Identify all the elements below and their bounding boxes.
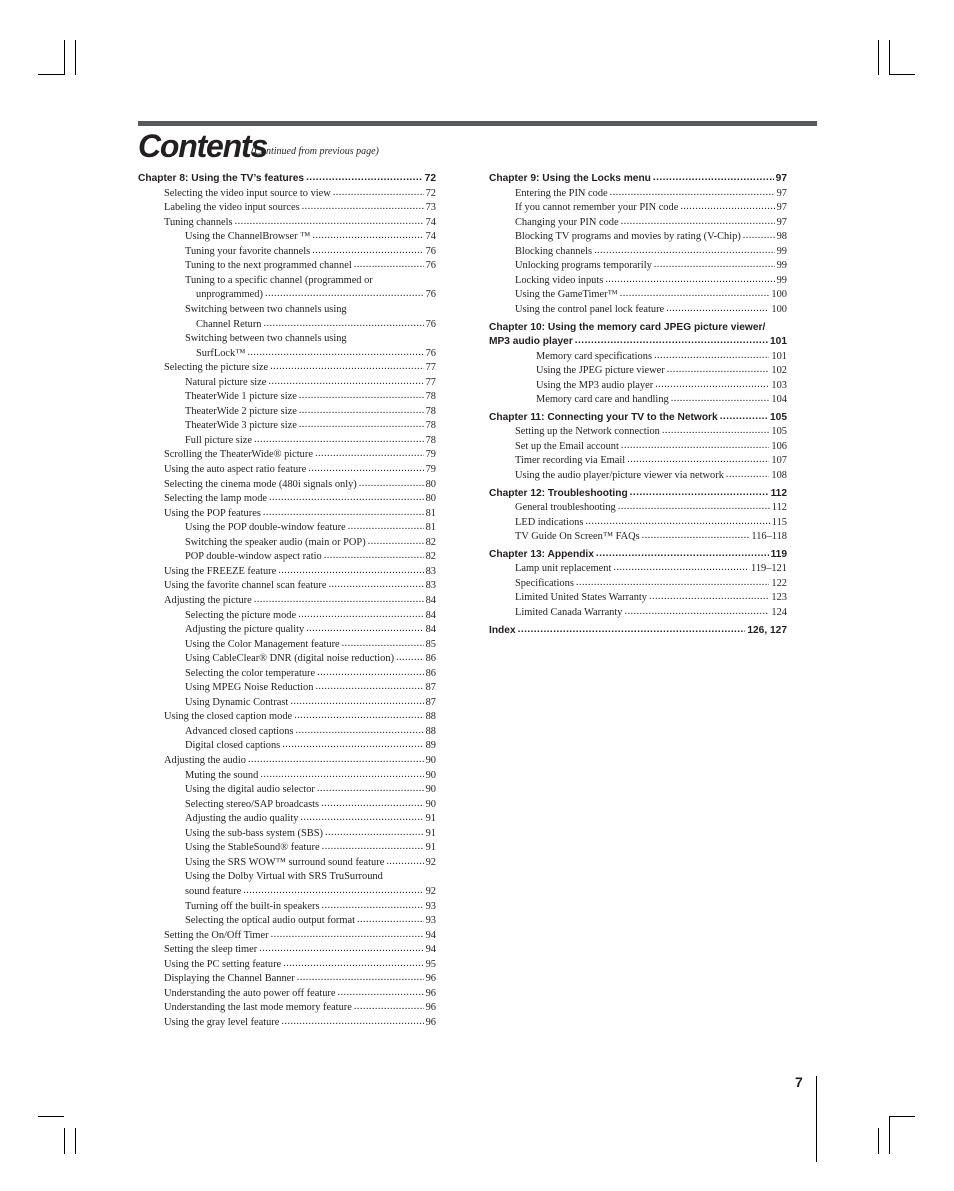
- toc-entry-page: 83: [425, 580, 436, 592]
- toc-entry-title: Using the StableSound® feature: [185, 842, 320, 854]
- toc-entry-title: Advanced closed captions: [185, 725, 294, 737]
- toc-entry-title: Using the auto aspect ratio feature: [164, 464, 307, 475]
- toc-dot-leader: [243, 883, 423, 898]
- toc-chapter-entry[interactable]: [489, 623, 787, 638]
- toc-entry-page: 96: [425, 987, 436, 999]
- toc-dot-leader: [354, 257, 424, 272]
- toc-entry-title: Selecting the video input source to view: [164, 187, 331, 199]
- toc-entry-page: 100: [771, 303, 787, 315]
- toc-entry-page: 100: [771, 289, 787, 301]
- toc-entry-title: Chapter 12: Troubleshooting: [489, 487, 628, 499]
- toc-entry-title: Natural picture size: [185, 376, 267, 388]
- toc-entry-title: Using the PC setting feature: [164, 958, 282, 970]
- toc-entry-title: Chapter 10: Using the memory card JPEG picture viewer/: [489, 321, 766, 333]
- toc-entry-page: 101: [771, 350, 787, 362]
- toc-dot-leader: [386, 854, 423, 869]
- toc-entry-title: Selecting stereo/SAP broadcasts: [185, 798, 320, 810]
- toc-entry-title: Switching between two channels using: [185, 333, 347, 345]
- toc-entry-page: 93: [425, 900, 436, 912]
- toc-entry-title: sound feature: [185, 885, 242, 897]
- toc-entry-page: 108: [771, 470, 787, 481]
- toc-entry-page: 79: [425, 449, 436, 461]
- toc-entry-page: 97: [776, 216, 787, 228]
- toc-dot-leader: [726, 467, 770, 482]
- toc-dot-leader: [328, 577, 423, 592]
- toc-entry-page: 116–118: [751, 531, 787, 543]
- toc-dot-leader: [576, 575, 770, 590]
- toc-entry-page: 115: [771, 516, 787, 528]
- toc-entry[interactable]: [185, 258, 436, 273]
- toc-dot-leader: [342, 636, 424, 651]
- toc-entry-title: Using the SRS WOW™ surround sound feature: [185, 856, 385, 868]
- toc-dot-leader: [662, 423, 770, 438]
- toc-entry-page: 124: [771, 606, 787, 618]
- toc-entry-page: 98: [776, 231, 787, 243]
- toc-entry-page: 72: [424, 173, 436, 184]
- toc-dot-leader: [308, 461, 423, 476]
- toc-entry-page: 97: [776, 187, 787, 199]
- toc-entry[interactable]: [536, 392, 787, 407]
- toc-dot-leader: [315, 446, 424, 461]
- toc-entry-page: 78: [425, 405, 436, 417]
- toc-dot-leader: [720, 409, 768, 424]
- toc-dot-leader: [337, 985, 423, 1000]
- toc-entry-title: Adjusting the audio: [164, 755, 246, 766]
- toc-entry-page: 76: [425, 318, 436, 330]
- toc-entry-page: 72: [425, 187, 436, 199]
- toc-entry-title: TheaterWide 1 picture size: [185, 391, 297, 403]
- toc-dot-leader: [317, 781, 424, 796]
- toc-dot-leader: [300, 810, 423, 825]
- toc-entry-page: 112: [771, 502, 787, 514]
- toc-dot-leader: [247, 345, 423, 360]
- toc-entry-page: 99: [776, 260, 787, 272]
- toc-dot-leader: [302, 199, 424, 214]
- toc-dot-leader: [321, 796, 424, 811]
- toc-entry-title: Scrolling the TheaterWide® picture: [164, 449, 313, 461]
- toc-entry-title: Using the ChannelBrowser ™: [185, 231, 311, 243]
- toc-entry-page: 104: [771, 394, 787, 406]
- page-title: Contents: [138, 128, 268, 164]
- toc-entry-title: Using the FREEZE feature: [164, 565, 277, 577]
- toc-entry-title: Specifications: [515, 577, 574, 589]
- toc-dot-leader: [294, 708, 423, 723]
- toc-entry-page: 91: [425, 842, 436, 854]
- toc-dot-leader: [653, 170, 774, 185]
- toc-entry-page: 122: [771, 577, 787, 589]
- toc-entry-title: TheaterWide 2 picture size: [185, 405, 297, 417]
- toc-entry-page: 76: [425, 260, 436, 272]
- toc-dot-leader: [270, 359, 423, 374]
- toc-dot-leader: [368, 534, 424, 549]
- toc-dot-leader: [642, 528, 750, 543]
- toc-dot-leader: [248, 752, 424, 767]
- toc-entry-title: Chapter 11: Connecting your TV to the Network: [489, 411, 718, 423]
- toc-dot-leader: [743, 228, 775, 243]
- toc-entry-page: 86: [425, 667, 436, 679]
- toc-dot-leader: [655, 377, 769, 392]
- toc-entry-title: Unlocking programs temporarily: [515, 260, 652, 272]
- toc-dot-leader: [283, 956, 423, 971]
- toc-entry-title: Selecting the cinema mode (480i signals only): [164, 478, 357, 490]
- toc-dot-leader: [348, 519, 424, 534]
- toc-dot-leader: [621, 214, 775, 229]
- toc-entry-page: 93: [425, 915, 436, 927]
- toc-entry-page: 92: [425, 885, 436, 897]
- toc-entry-page: 105: [771, 426, 787, 438]
- toc-entry-title: Using the GameTimer™: [515, 289, 618, 301]
- toc-entry-title: Using the closed caption mode: [164, 711, 293, 723]
- toc-entry-page: 119–121: [751, 563, 787, 575]
- toc-entry-page: 82: [425, 551, 436, 563]
- toc-dot-leader: [630, 485, 769, 500]
- toc-entry-page: 78: [425, 391, 436, 403]
- toc-entry-page: 76: [425, 245, 436, 257]
- toc-entry-page: 74: [425, 231, 436, 243]
- toc-entry-page: 103: [771, 379, 787, 391]
- toc-entry-page: 94: [425, 929, 436, 941]
- toc-dot-leader: [268, 374, 423, 389]
- toc-entry-title: Understanding the last mode memory feature: [164, 1002, 352, 1014]
- toc-entry-page: 78: [425, 434, 436, 446]
- toc-dot-leader: [260, 767, 423, 782]
- toc-dot-leader: [666, 301, 769, 316]
- toc-entry-title: Setting the sleep timer: [164, 944, 258, 956]
- toc-dot-leader: [649, 589, 769, 604]
- toc-entry-page: 81: [425, 522, 436, 534]
- toc-entry-page: 96: [425, 973, 436, 985]
- toc-entry[interactable]: [515, 302, 787, 317]
- toc-entry[interactable]: [196, 317, 436, 332]
- toc-dot-leader: [613, 560, 749, 575]
- toc-dot-leader: [324, 548, 424, 563]
- toc-entry-title: Using the Color Management feature: [185, 638, 340, 650]
- toc-entry-title: Tuning to the next programmed channel: [185, 260, 352, 272]
- toc-entry[interactable]: [515, 468, 787, 483]
- toc-entry[interactable]: [185, 855, 436, 870]
- toc-entry-title: Lamp unit replacement: [515, 563, 612, 575]
- toc-entry-page: 119: [770, 548, 787, 560]
- toc-dot-leader: [306, 170, 423, 185]
- toc-entry-title: Using the gray level feature: [164, 1016, 280, 1028]
- toc-dot-leader: [627, 452, 769, 467]
- toc-entry-page: 89: [425, 740, 436, 752]
- toc-dot-leader: [610, 185, 775, 200]
- toc-entry-page: 74: [425, 216, 436, 228]
- toc-entry-page: 84: [425, 594, 436, 606]
- toc-dot-leader: [680, 199, 774, 214]
- toc-entry-title: Channel Return: [196, 318, 262, 330]
- toc-dot-leader: [296, 723, 424, 738]
- toc-dot-leader: [396, 650, 424, 665]
- toc-entry-title: General troubleshooting: [515, 502, 616, 514]
- toc-entry-title: LED indications: [515, 516, 584, 528]
- toc-entry-title: Limited United States Warranty: [515, 592, 647, 604]
- toc-dot-leader: [282, 737, 423, 752]
- page-number-rule: [816, 1076, 817, 1162]
- toc-entry-page: 90: [425, 784, 436, 796]
- toc-entry-title: Selecting the picture mode: [185, 609, 297, 621]
- toc-entry-page: 80: [425, 478, 436, 490]
- toc-entry-title: unprogrammed): [196, 289, 263, 301]
- toc-dot-leader: [299, 388, 424, 403]
- toc-dot-leader: [325, 825, 424, 840]
- toc-entry-page: 78: [425, 420, 436, 432]
- toc-dot-leader: [290, 694, 423, 709]
- toc-entry-title: Using the MP3 audio player: [536, 379, 654, 391]
- toc-dot-leader: [357, 912, 424, 927]
- toc-dot-leader: [618, 499, 770, 514]
- toc-entry-title: Turning off the built-in speakers: [185, 900, 320, 912]
- toc-entry-title: Muting the sound: [185, 769, 259, 781]
- toc-dot-leader: [585, 514, 769, 529]
- toc-entry-page: 90: [425, 798, 436, 810]
- toc-entry-page: 94: [425, 944, 436, 956]
- toc-entry-title: If you cannot remember your PIN code: [515, 202, 679, 214]
- toc-dot-leader: [312, 243, 423, 258]
- toc-dot-leader: [518, 622, 746, 637]
- toc-entry-title: Displaying the Channel Banner: [164, 973, 295, 985]
- toc-entry-page: 92: [425, 856, 436, 868]
- toc-entry-page: 112: [770, 487, 787, 499]
- toc-entry-page: 84: [425, 624, 436, 636]
- toc-dot-leader: [654, 348, 769, 363]
- toc-entry-page: 80: [425, 493, 436, 505]
- toc-dot-leader: [306, 621, 423, 636]
- toc-entry-title: Changing your PIN code: [515, 216, 619, 228]
- toc-entry-page: 99: [776, 274, 787, 286]
- toc-entry-title: Full picture size: [185, 434, 252, 446]
- toc-entry-title: Tuning channels: [164, 216, 233, 228]
- toc-entry-title: Using Dynamic Contrast: [185, 696, 289, 708]
- toc-dot-leader: [621, 438, 770, 453]
- toc-dot-leader: [281, 1014, 423, 1029]
- toc-entry-page: 81: [425, 507, 436, 519]
- toc-entry-title: Selecting the optical audio output format: [185, 915, 355, 927]
- toc-dot-leader: [298, 607, 424, 622]
- toc-dot-leader: [312, 228, 423, 243]
- toc-dot-leader: [254, 432, 424, 447]
- toc-entry[interactable]: [515, 605, 787, 620]
- toc-entry-page: 90: [425, 755, 436, 766]
- toc-entry-title: Setting up the Network connection: [515, 426, 660, 438]
- toc-entry[interactable]: [196, 287, 436, 302]
- toc-dot-leader: [596, 546, 769, 561]
- toc-entry-page: 126, 127: [747, 624, 787, 636]
- toc-entry-page: 88: [425, 711, 436, 723]
- toc-entry-title: Using the POP double-window feature: [185, 522, 346, 534]
- toc-dot-leader: [317, 665, 423, 680]
- toc-dot-leader: [333, 185, 424, 200]
- toc-entry[interactable]: [515, 529, 787, 544]
- toc-entry-title: Using the sub-bass system (SBS): [185, 827, 323, 839]
- toc-entry-page: 83: [425, 565, 436, 577]
- toc-dot-leader: [654, 257, 775, 272]
- toc-entry-title: Blocking channels: [515, 245, 593, 257]
- toc-entry-page: 86: [425, 653, 436, 665]
- toc-entry-title: Adjusting the picture quality: [185, 624, 305, 636]
- toc-entry-title: Using the digital audio selector: [185, 784, 315, 796]
- toc-entry-title: Limited Canada Warranty: [515, 606, 623, 618]
- toc-entry-page: 96: [425, 1016, 436, 1028]
- toc-entry-title: TV Guide On Screen™ FAQs: [515, 531, 640, 543]
- toc-entry-title: Switching between two channels using: [185, 303, 347, 315]
- toc-entry-title: Locking video inputs: [515, 274, 604, 286]
- toc-entry-title: Memory card care and handling: [536, 394, 669, 406]
- page-number: 7: [795, 1074, 803, 1090]
- toc-dot-leader: [278, 563, 423, 578]
- toc-dot-leader: [594, 243, 775, 258]
- toc-dot-leader: [259, 941, 423, 956]
- toc-entry-title: Labeling the video input sources: [164, 202, 300, 214]
- toc-dot-leader: [671, 391, 770, 406]
- toc-entry-page: 88: [425, 725, 436, 737]
- toc-dot-leader: [264, 316, 424, 331]
- toc-entry-title: Chapter 13: Appendix: [489, 548, 594, 560]
- toc-entry-page: 73: [425, 202, 436, 214]
- toc-entry-page: 87: [425, 682, 436, 694]
- page-subtitle: (Continued from previous page): [251, 146, 379, 157]
- toc-dot-leader: [354, 999, 424, 1014]
- toc-entry-title: Chapter 9: Using the Locks menu: [489, 173, 651, 184]
- toc-entry-title: Using the control panel lock feature: [515, 303, 665, 315]
- toc-entry-page: 97: [775, 173, 787, 184]
- toc-dot-leader: [624, 604, 769, 619]
- toc-entry-page: 76: [425, 347, 436, 359]
- toc-entry-title: Set up the Email account: [515, 440, 619, 452]
- toc-dot-leader: [605, 272, 774, 287]
- toc-entry-page: 123: [771, 592, 787, 604]
- toc-entry-title: Using the favorite channel scan feature: [164, 580, 327, 592]
- toc-dot-leader: [667, 362, 770, 377]
- toc-entry-page: 101: [770, 336, 787, 348]
- toc-entry-page: 102: [771, 365, 787, 377]
- toc-dot-leader: [263, 505, 424, 520]
- toc-entry-page: 85: [425, 638, 436, 650]
- toc-entry-page: 107: [771, 455, 787, 467]
- toc-dot-leader: [254, 592, 424, 607]
- toc-entry-title: Understanding the auto power off feature: [164, 987, 336, 999]
- toc-entry-title: Index: [489, 624, 516, 636]
- toc-dot-leader: [322, 898, 424, 913]
- toc-entry-page: 84: [425, 609, 436, 621]
- toc-entry-title: Selecting the lamp mode: [164, 493, 268, 505]
- toc-entry-title: Tuning your favorite channels: [185, 245, 311, 257]
- toc-dot-leader: [297, 970, 424, 985]
- toc-entry-title: Entering the PIN code: [515, 187, 608, 199]
- toc-entry[interactable]: [164, 1015, 436, 1030]
- toc-entry-title: Blocking TV programs and movies by rating (V-Chip): [515, 231, 741, 243]
- toc-entry-page: 82: [425, 536, 436, 548]
- toc-entry-title: Digital closed captions: [185, 740, 281, 752]
- toc-entry-page: 76: [425, 289, 436, 301]
- toc-entry-page: 91: [425, 827, 436, 839]
- toc-entry-title: Using MPEG Noise Reduction: [185, 682, 314, 694]
- toc-entry-page: 77: [425, 376, 436, 388]
- toc-entry-title: Memory card specifications: [536, 350, 652, 362]
- toc-entry-title: Tuning to a specific channel (programmed or: [185, 274, 373, 286]
- toc-dot-leader: [620, 286, 770, 301]
- toc-entry-page: 106: [771, 440, 787, 452]
- toc-dot-leader: [359, 476, 424, 491]
- toc-entry-page: 99: [776, 245, 787, 257]
- toc-entry-title: Using the JPEG picture viewer: [536, 365, 665, 377]
- toc-entry-title: Adjusting the audio quality: [185, 813, 299, 825]
- toc-entry-page: 87: [425, 696, 436, 708]
- toc-entry-title: Adjusting the picture: [164, 594, 252, 606]
- toc-entry-page: 90: [425, 769, 436, 781]
- toc-entry-title: Using the POP features: [164, 507, 261, 519]
- toc-entry-title: MP3 audio player: [489, 336, 573, 348]
- toc-entry-title: Chapter 8: Using the TV’s features: [138, 173, 305, 184]
- toc-dot-leader: [299, 417, 424, 432]
- toc-entry-page: 91: [425, 813, 436, 825]
- toc-entry-page: 95: [425, 958, 436, 970]
- toc-dot-leader: [322, 839, 424, 854]
- toc-entry-title: SurfLock™: [196, 347, 246, 359]
- toc-entry-title: Using CableClear® DNR (digital noise reduction): [185, 653, 395, 665]
- toc-dot-leader: [575, 333, 768, 348]
- toc-entry-title: Switching the speaker audio (main or POP): [185, 536, 366, 548]
- toc-entry-title: Setting the On/Off Timer: [164, 929, 269, 941]
- toc-dot-leader: [271, 927, 424, 942]
- toc-entry-page: 79: [425, 464, 436, 475]
- toc-dot-leader: [235, 214, 424, 229]
- toc-entry-title: Using the audio player/picture viewer via network: [515, 470, 724, 481]
- toc-dot-leader: [269, 490, 424, 505]
- toc-dot-leader: [265, 286, 424, 301]
- toc-entry-page: 77: [425, 362, 436, 374]
- toc-entry-title: Selecting the picture size: [164, 362, 269, 374]
- toc-entry-title: Using the Dolby Virtual with SRS TruSurround: [185, 871, 383, 883]
- toc-entry-title: TheaterWide 3 picture size: [185, 420, 297, 432]
- toc-entry-title: Timer recording via Email: [515, 455, 626, 467]
- toc-entry-page: 96: [425, 1002, 436, 1014]
- toc-entry-title: Selecting the color temperature: [185, 667, 316, 679]
- toc-entry-page: 105: [770, 411, 787, 423]
- toc-entry-title: POP double-window aspect ratio: [185, 551, 322, 563]
- toc-dot-leader: [315, 679, 423, 694]
- toc-entry-page: 97: [776, 202, 787, 214]
- toc-dot-leader: [299, 403, 424, 418]
